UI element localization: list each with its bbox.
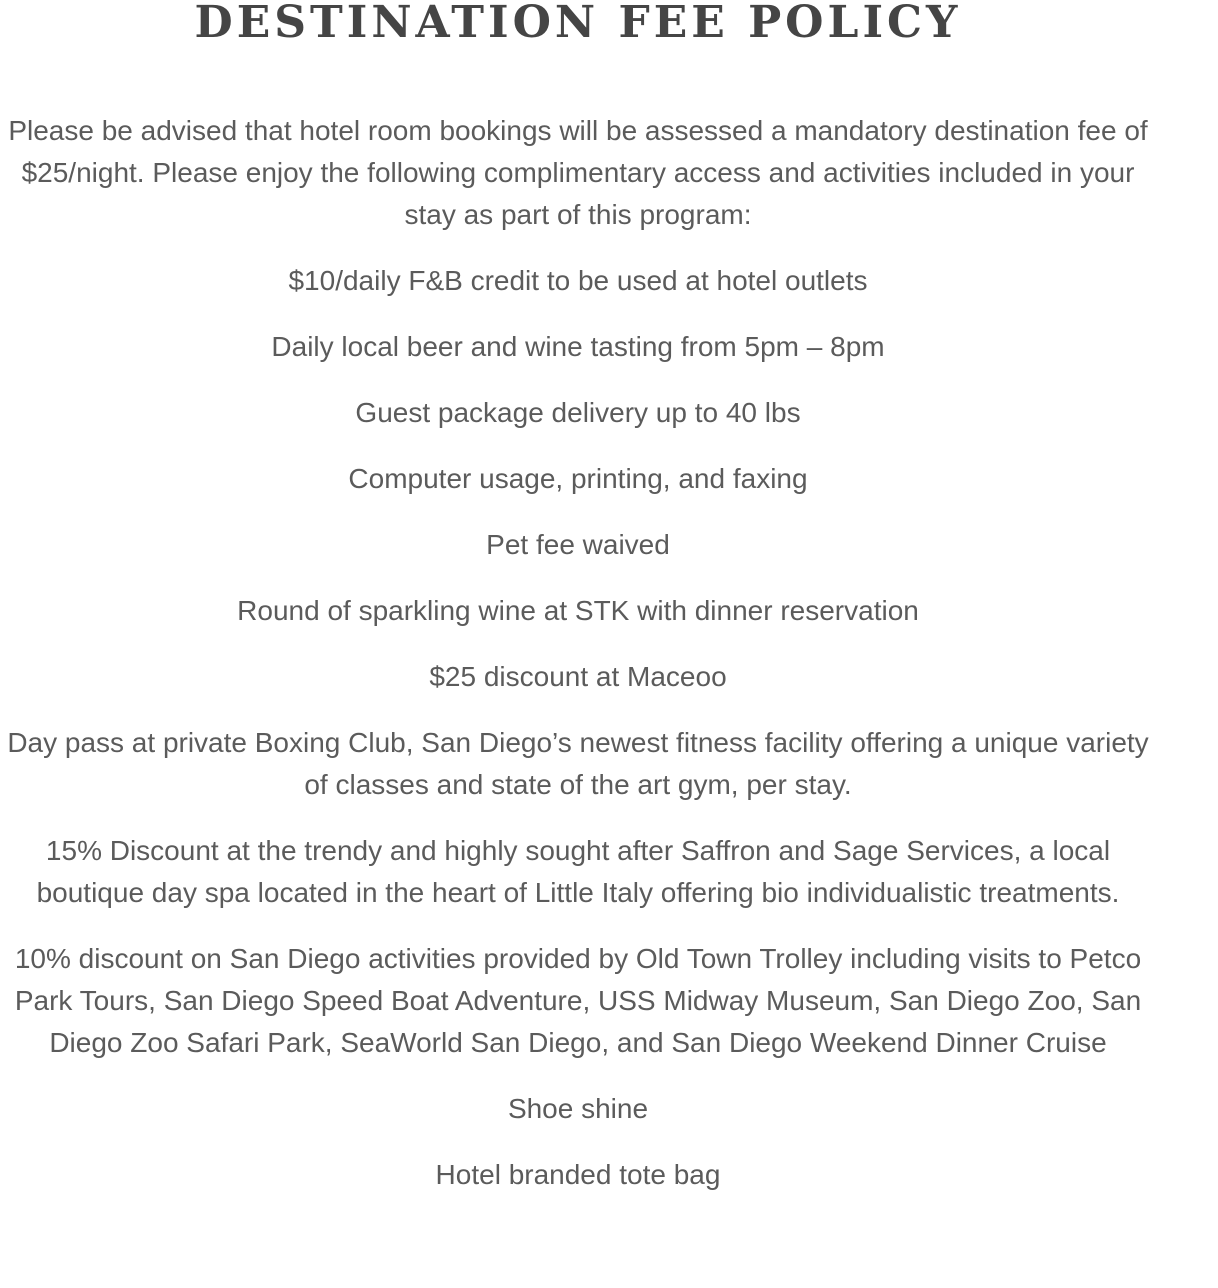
amenity-item: Guest package delivery up to 40 lbs (355, 397, 801, 428)
amenity-item: Day pass at private Boxing Club, San Diego’s newest fitness facility offering a unique variety of classes and state of the art gym, per stay. (7, 727, 1149, 800)
amenity-item: $25 discount at Maceoo (429, 661, 727, 692)
intro-paragraph: Please be advised that hotel room bookings will be assessed a mandatory destination fee of $25/night. Please enjoy the following complimentary access and activities included in your stay as part of this program: (8, 115, 1148, 230)
policy-content (0, 110, 1156, 1220)
amenity-item: 15% Discount at the trendy and highly sought after Saffron and Sage Services, a local boutique day spa located in the heart of Little Italy offering bio individualistic treatments. (36, 835, 1120, 908)
amenity-item: Daily local beer and wine tasting from 5pm – 8pm (271, 331, 885, 362)
amenity-item: 10% discount on San Diego activities provided by Old Town Trolley including visits to Petco Park Tours, San Diego Speed Boat Adventure, USS Midway Museum, San Diego Zoo, San Diego Zoo Safari Park, SeaWorld San Diego, and San Diego Weekend Dinner Cruise (14, 943, 1142, 1058)
amenity-item: Computer usage, printing, and faxing (348, 463, 808, 494)
amenity-item: Pet fee waived (486, 529, 670, 560)
amenity-item: Round of sparkling wine at STK with dinner reservation (237, 595, 919, 626)
amenity-item: $10/daily F&B credit to be used at hotel outlets (288, 265, 868, 296)
page-title: DESTINATION FEE POLICY (194, 0, 962, 48)
amenity-item: Hotel branded tote bag (435, 1159, 721, 1190)
amenity-item: Shoe shine (507, 1093, 649, 1124)
